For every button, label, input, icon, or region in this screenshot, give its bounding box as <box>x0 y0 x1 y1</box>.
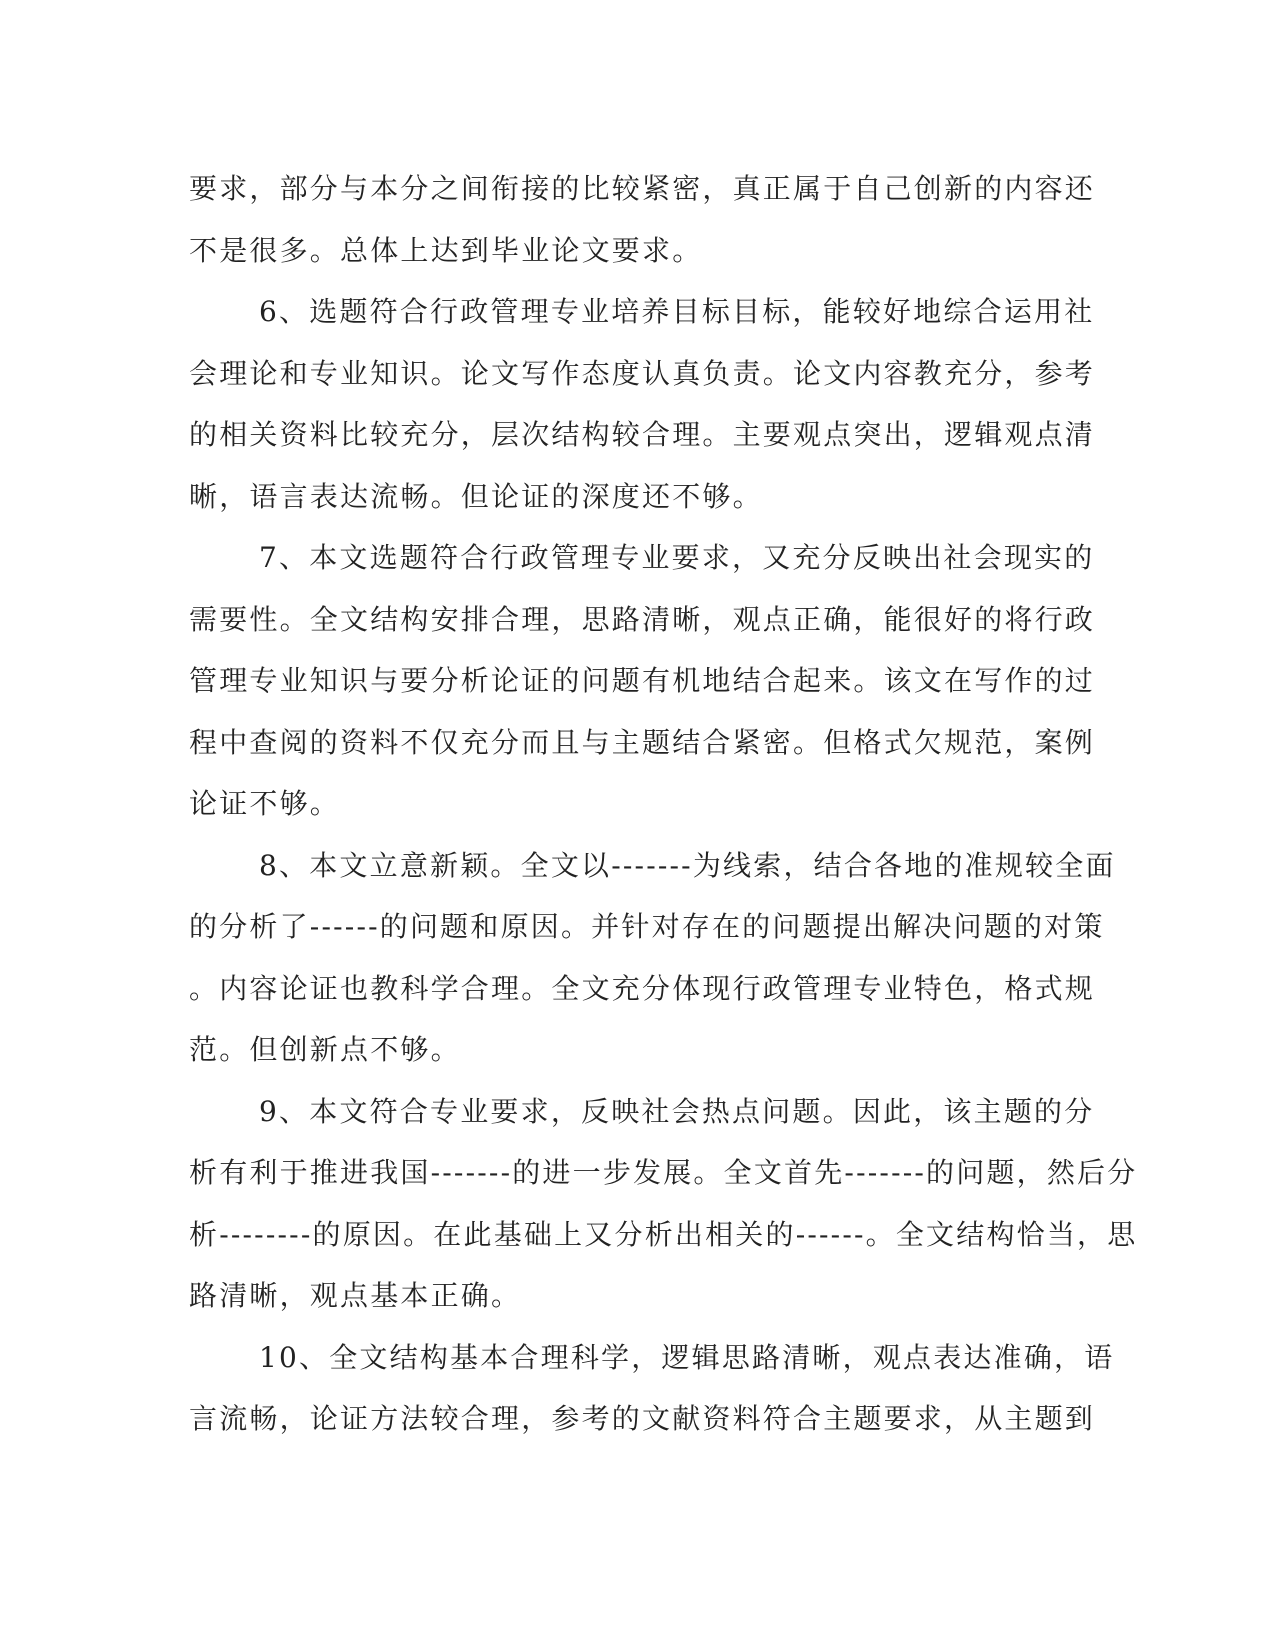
text-line: 会理论和专业知识。论文写作态度认真负责。论文内容教充分，参考 <box>189 356 1096 390</box>
text-line: 析有利于推进我国-------的进一步发展。全文首先-------的问题，然后分 <box>189 1156 1138 1189</box>
text-line: 管理专业知识与要分析论证的问题有机地结合起来。该文在写作的过 <box>189 664 1096 697</box>
text-line: 路清晰，观点基本正确。 <box>189 1279 522 1312</box>
text-line: 7、本文选题符合行政管理专业要求，又充分反映出社会现实的 <box>259 541 1095 574</box>
text-line: 不是很多。总体上达到毕业论文要求。 <box>189 233 703 267</box>
text-line: 的相关资料比较充分，层次结构较合理。主要观点突出，逻辑观点清 <box>189 418 1096 451</box>
text-line: 10、全文结构基本合理科学，逻辑思路清晰，观点表达准确，语 <box>259 1340 1115 1374</box>
text-line: 范。但创新点不够。 <box>189 1033 461 1066</box>
text-line: 论证不够。 <box>189 787 341 820</box>
text-line: 析--------的原因。在此基础上又分析出相关的------。全文结构恰当，思 <box>189 1217 1138 1251</box>
paragraph-7 <box>189 527 1096 835</box>
text-line: 的分析了------的问题和原因。并针对存在的问题提出解决问题的对策 <box>189 910 1105 943</box>
paragraph-6 <box>189 281 1096 527</box>
paragraph-8 <box>189 835 1116 1081</box>
text-line: 需要性。全文结构安排合理，思路清晰，观点正确，能很好的将行政 <box>189 602 1096 636</box>
paragraph-5-continuation <box>189 158 1096 281</box>
text-line: 程中查阅的资料不仅充分而且与主题结合紧密。但格式欠规范，案例 <box>189 725 1096 759</box>
text-line: 6、选题符合行政管理专业培养目标目标，能较好地综合运用社 <box>259 295 1095 328</box>
text-line: 要求，部分与本分之间衔接的比较紧密，真正属于自己创新的内容还 <box>189 172 1096 205</box>
text-line: 8、本文立意新颖。全文以-------为线索，结合各地的准规较全面 <box>259 848 1116 882</box>
text-line: 晰，语言表达流畅。但论证的深度还不够。 <box>189 479 763 513</box>
document-body <box>189 158 1138 1450</box>
paragraph-9 <box>189 1081 1138 1327</box>
text-line: 言流畅，论证方法较合理，参考的文献资料符合主题要求，从主题到 <box>189 1402 1096 1435</box>
text-line: 9、本文符合专业要求，反映社会热点问题。因此，该主题的分 <box>259 1094 1095 1128</box>
text-line: 。内容论证也教科学合理。全文充分体现行政管理专业特色，格式规 <box>189 971 1096 1005</box>
paragraph-10 <box>189 1327 1115 1450</box>
